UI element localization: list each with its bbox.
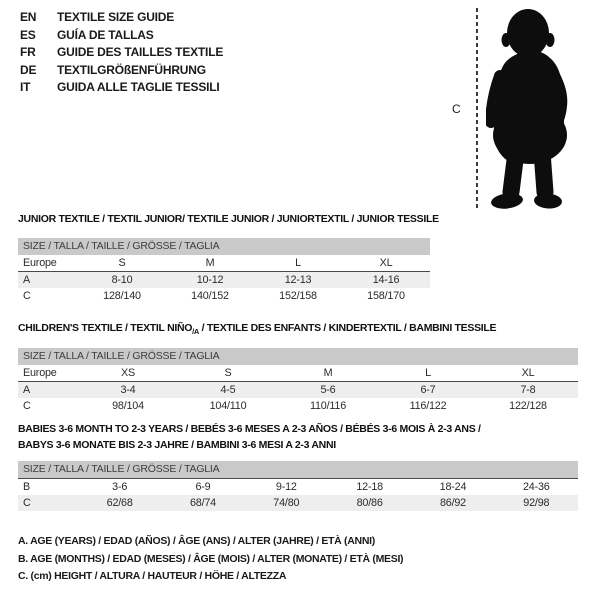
age-cell: 14-16 [372, 274, 400, 286]
age-cell: 18-24 [439, 481, 467, 493]
age-cell: 4-5 [220, 384, 236, 396]
language-code: DE [20, 62, 37, 77]
row-label: C [23, 497, 31, 509]
height-cell: 80/86 [356, 497, 383, 509]
guide-title-fr: GUIDE DES TAILLES TEXTILE [57, 45, 224, 60]
language-row-es [20, 27, 223, 45]
table-row-height [18, 398, 578, 414]
table-row-height [18, 495, 578, 511]
size-cell: L [425, 367, 431, 379]
height-cell: 110/116 [309, 400, 347, 412]
age-cell: 6-9 [195, 481, 211, 493]
age-cell: 9-12 [275, 481, 297, 493]
age-cell: 12-18 [356, 481, 383, 493]
height-measure-label: C [452, 102, 461, 116]
junior-size-table [18, 238, 430, 304]
baby-silhouette-icon [486, 6, 578, 210]
table-row-age-months [18, 479, 578, 495]
height-cell: 74/80 [273, 497, 300, 509]
height-cell: 158/170 [367, 290, 405, 302]
height-cell: 122/128 [509, 400, 547, 412]
row-label: A [23, 274, 31, 286]
junior-section-title: JUNIOR TEXTILE / TEXTIL JUNIOR/ TEXTILE JUNIOR / JUNIORTEXTIL / JUNIOR TESSILE [18, 213, 439, 225]
size-cell: L [295, 257, 301, 269]
children-title-part1: CHILDREN'S TEXTILE / TEXTIL NIÑO [18, 322, 193, 334]
row-label: C [23, 290, 31, 302]
height-cell: 98/104 [112, 400, 144, 412]
language-code: IT [20, 80, 31, 95]
language-row-it [20, 79, 223, 97]
size-cell: M [323, 367, 333, 379]
size-cell: XL [379, 257, 393, 269]
age-cell: 6-7 [420, 384, 436, 396]
children-section-title [18, 322, 496, 336]
age-cell: 3-4 [120, 384, 136, 396]
table-row-age [18, 382, 578, 398]
age-cell: 8-10 [111, 274, 133, 286]
babies-title-line2: BABYS 3-6 MONATE BIS 2-3 JAHRE / BAMBINI 3-6 MESI A 2-3 ANNI [18, 438, 336, 451]
age-cell: 3-6 [112, 481, 128, 493]
height-cell: 116/122 [409, 400, 447, 412]
table-row-europe [18, 255, 430, 272]
guide-title-de: TEXTILGRÖßENFÜHRUNG [57, 62, 206, 77]
height-cell: 86/92 [439, 497, 466, 509]
height-cell: 68/74 [189, 497, 216, 509]
footnote-age-years: A. AGE (YEARS) / EDAD (AÑOS) / ÂGE (ANS) / ALTER (JAHRE) / ETÀ (ANNI) [18, 535, 375, 547]
height-cell: 140/152 [191, 290, 229, 302]
language-row-fr [20, 44, 223, 62]
row-label: B [23, 481, 31, 493]
table-row-europe [18, 365, 578, 382]
children-title-part2: / TEXTILE DES ENFANTS / KINDERTEXTIL / BAMBINI TESSILE [199, 322, 497, 334]
age-cell: 7-8 [520, 384, 536, 396]
babies-section-title [18, 422, 481, 453]
size-cell: M [205, 257, 215, 269]
guide-title-es: GUÍA DE TALLAS [57, 27, 154, 42]
age-cell: 10-12 [196, 274, 224, 286]
row-label: A [23, 384, 31, 396]
height-cell: 62/68 [106, 497, 133, 509]
size-cell: XL [521, 367, 535, 379]
footnote-legend [18, 533, 403, 586]
table-row-age [18, 272, 430, 288]
language-title-list [20, 9, 223, 97]
guide-title-it: GUIDA ALLE TAGLIE TESSILI [57, 80, 220, 95]
size-header-row: SIZE / TALLA / TAILLE / GRÖSSE / TAGLIA [18, 238, 430, 255]
guide-title-en: TEXTILE SIZE GUIDE [57, 10, 175, 24]
babies-size-table [18, 461, 578, 511]
footnote-age-months: B. AGE (MONTHS) / EDAD (MESES) / ÂGE (MOIS) / ALTER (MONATE) / ETÀ (MESI) [18, 552, 404, 565]
row-label: C [23, 400, 31, 412]
children-size-table [18, 348, 578, 414]
age-cell: 12-13 [284, 274, 312, 286]
height-cell: 128/140 [103, 290, 141, 302]
size-header-row: SIZE / TALLA / TAILLE / GRÖSSE / TAGLIA [18, 348, 578, 365]
language-row-de [20, 62, 223, 80]
table-row-height [18, 288, 430, 304]
age-cell: 24-36 [522, 481, 550, 493]
size-cell: XS [120, 367, 135, 379]
language-code: EN [20, 10, 37, 24]
children-title-sub: /A [192, 327, 200, 337]
babies-title-line1: BABIES 3-6 MONTH TO 2-3 YEARS / BEBÉS 3-6 MESES A 2-3 AÑOS / BÉBÉS 3-6 MOIS À 2-3 ANS / [18, 423, 481, 435]
height-cell: 152/158 [279, 290, 317, 302]
row-label: Europe [23, 257, 57, 269]
row-label: Europe [23, 367, 57, 379]
height-dashed-line [476, 8, 478, 210]
language-code: FR [20, 45, 36, 60]
language-row-en [20, 9, 223, 27]
height-cell: 104/110 [209, 400, 247, 412]
age-cell: 5-6 [320, 384, 336, 396]
size-header-row: SIZE / TALLA / TAILLE / GRÖSSE / TAGLIA [18, 461, 578, 479]
language-code: ES [20, 27, 36, 42]
footnote-height: C. (cm) HEIGHT / ALTURA / HAUTEUR / HÖHE / ALTEZZA [18, 570, 287, 582]
size-cell: S [118, 257, 126, 269]
size-cell: S [224, 367, 232, 379]
height-cell: 92/98 [523, 497, 550, 509]
